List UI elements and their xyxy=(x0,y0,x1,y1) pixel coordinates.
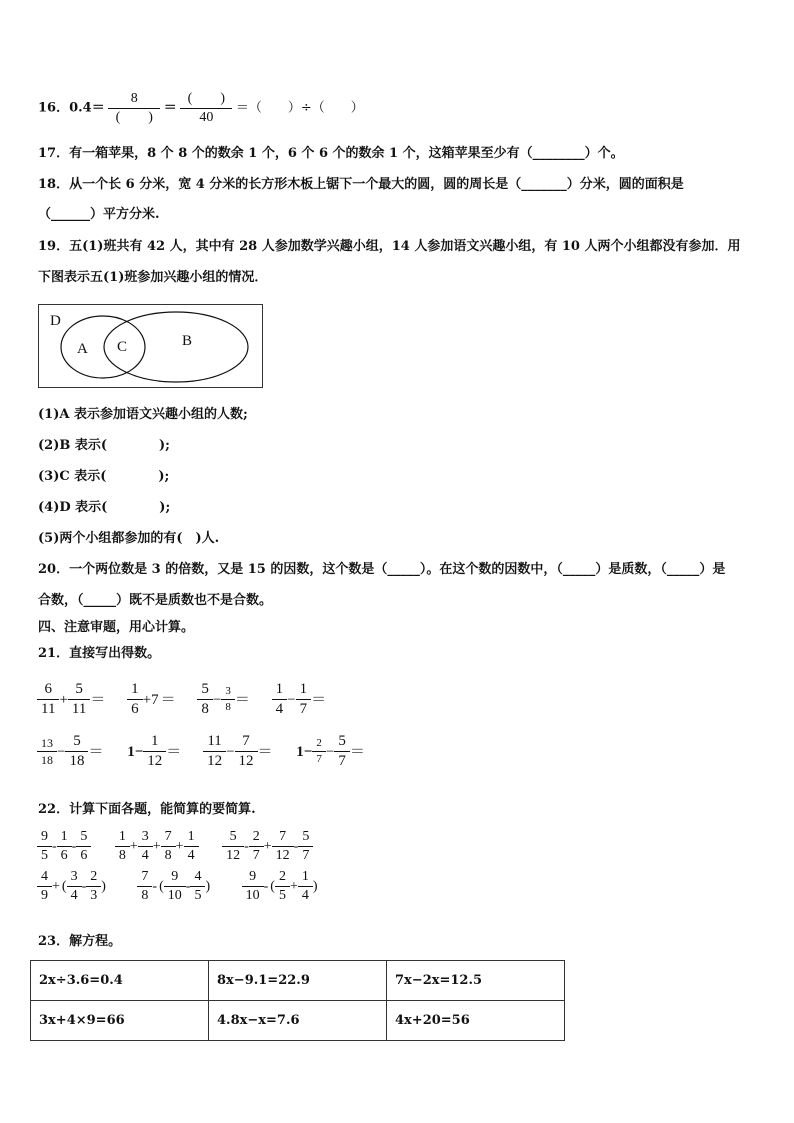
q16-prefix: 16．0.4＝ xyxy=(38,100,105,116)
venn-label-b: B xyxy=(182,333,193,349)
q22-expr-6: $\frac{9}{10}$ - ( $\frac{2}{5}$ + $\frac{1}{4}$ ) xyxy=(243,879,319,894)
question-23: 23．解方程。 xyxy=(38,934,122,949)
question-17: 17．有一箱苹果，8 个 8 个的数余 1 个，6 个 6 个的数余 1 个，这箱苹果至少有（________）个。 xyxy=(38,146,624,161)
q16-f1-numerator: 8 xyxy=(130,91,138,106)
equation-cell: 4x+20=56 xyxy=(387,1001,565,1041)
question-18-line-2: （______）平方分米. xyxy=(38,207,160,222)
q16-equals: ＝ xyxy=(163,100,177,116)
question-20-line-1: 20．一个两位数是 3 的倍数，又是 15 的因数，这个数是（_____）。在这个数的因数中，（_____）是质数，（_____）是 xyxy=(38,562,726,577)
q22-row-2 xyxy=(38,870,319,903)
q22-expr-1: $\frac{9}{5}$ - $\frac{1}{6}$ - $\frac{5}{6}$ xyxy=(38,839,94,854)
venn-label-a: A xyxy=(77,341,88,357)
q21-expr-2: $\frac{1}{6}$ +7 ＝ xyxy=(128,691,180,707)
q21-expr-8: 1− $\frac{2}{7}$ − $\frac{5}{7}$ ＝ xyxy=(296,733,365,769)
question-16 xyxy=(38,92,364,125)
venn-label-d: D xyxy=(50,313,61,329)
q21-expr-7: $\frac{11}{12}$ − $\frac{7}{12}$ ＝ xyxy=(204,743,277,759)
q19-item-3: (3)C 表示( ); xyxy=(38,469,170,484)
venn-circle-a xyxy=(61,316,145,378)
q22-expr-5: $\frac{7}{8}$ - ( $\frac{9}{10}$ - $\frac{4}{5}$ ) xyxy=(138,879,214,894)
section-4-heading: 四、注意审题，用心计算。 xyxy=(38,620,195,635)
q21-row-2 xyxy=(38,734,366,769)
q21-expr-3: $\frac{5}{8}$ − $\frac{3}{8}$ ＝ xyxy=(198,691,254,707)
q19-item-5: (5)两个小组都参加的有( )人. xyxy=(38,531,220,546)
equation-cell: 2x÷3.6=0.4 xyxy=(31,961,209,1001)
q16-fraction-1 xyxy=(110,92,158,125)
question-20-line-2: 合数，（_____）既不是质数也不是合数。 xyxy=(38,593,273,608)
q16-rest: ＝（ ）÷（ ） xyxy=(235,100,364,116)
q16-fraction-2 xyxy=(182,92,230,125)
venn-svg xyxy=(39,305,262,387)
equation-cell: 4.8x−x=7.6 xyxy=(209,1001,387,1041)
venn-diagram xyxy=(38,304,263,388)
equation-cell: 8x−9.1=22.9 xyxy=(209,961,387,1001)
q22-expr-3: $\frac{5}{12}$ - $\frac{2}{7}$ + $\frac{7}{12}$ - $\frac{5}{7}$ xyxy=(223,839,312,854)
venn-label-c: C xyxy=(117,339,128,355)
question-18-line-1: 18．从一个长 6 分米，宽 4 分米的长方形木板上锯下一个最大的圆，圆的周长是（_______）分米，圆的面积是 xyxy=(38,177,684,192)
table-row xyxy=(31,1001,565,1041)
q16-f2-denominator: 40 xyxy=(180,108,232,125)
table-row xyxy=(31,961,565,1001)
q22-expr-2: $\frac{1}{8}$ + $\frac{3}{4}$ + $\frac{7}{8}$ + $\frac{1}{4}$ xyxy=(116,839,201,854)
q16-f1-denominator: ( ) xyxy=(108,108,160,125)
q21-expr-4: $\frac{1}{4}$ − $\frac{1}{7}$ ＝ xyxy=(273,691,327,707)
q19-item-2: (2)B 表示( ); xyxy=(38,438,170,453)
q21-expr-6: 1− $\frac{1}{12}$ ＝ xyxy=(127,733,182,769)
question-19-line-1: 19．五(1)班共有 42 人，其中有 28 人参加数学兴趣小组，14 人参加语文兴趣小组，有 10 人两个小组都没有参加．用 xyxy=(38,239,741,254)
q19-item-1: (1)A 表示参加语文兴趣小组的人数; xyxy=(38,407,248,422)
q16-f2-numerator: ( ) xyxy=(187,91,225,106)
q19-item-4: (4)D 表示( ); xyxy=(38,500,171,515)
q22-expr-4: $\frac{4}{9}$ + ( $\frac{3}{4}$ - $\frac{2}{3}$ ) xyxy=(38,879,110,894)
equation-cell: 7x−2x=12.5 xyxy=(387,961,565,1001)
q21-row-1 xyxy=(38,682,327,717)
question-21: 21．直接写出得数。 xyxy=(38,646,161,661)
equation-cell: 3x+4×9=66 xyxy=(31,1001,209,1041)
q22-row-1 xyxy=(38,830,312,863)
q21-expr-5: $\frac{13}{18}$ − $\frac{5}{18}$ ＝ xyxy=(38,743,108,759)
q21-expr-1: $\frac{6}{11}$ + $\frac{5}{11}$ ＝ xyxy=(38,691,110,707)
question-22: 22．计算下面各题，能简算的要简算. xyxy=(38,802,256,817)
question-19-line-2: 下图表示五(1)班参加兴趣小组的情况． xyxy=(38,270,268,285)
equation-table xyxy=(30,960,565,1041)
